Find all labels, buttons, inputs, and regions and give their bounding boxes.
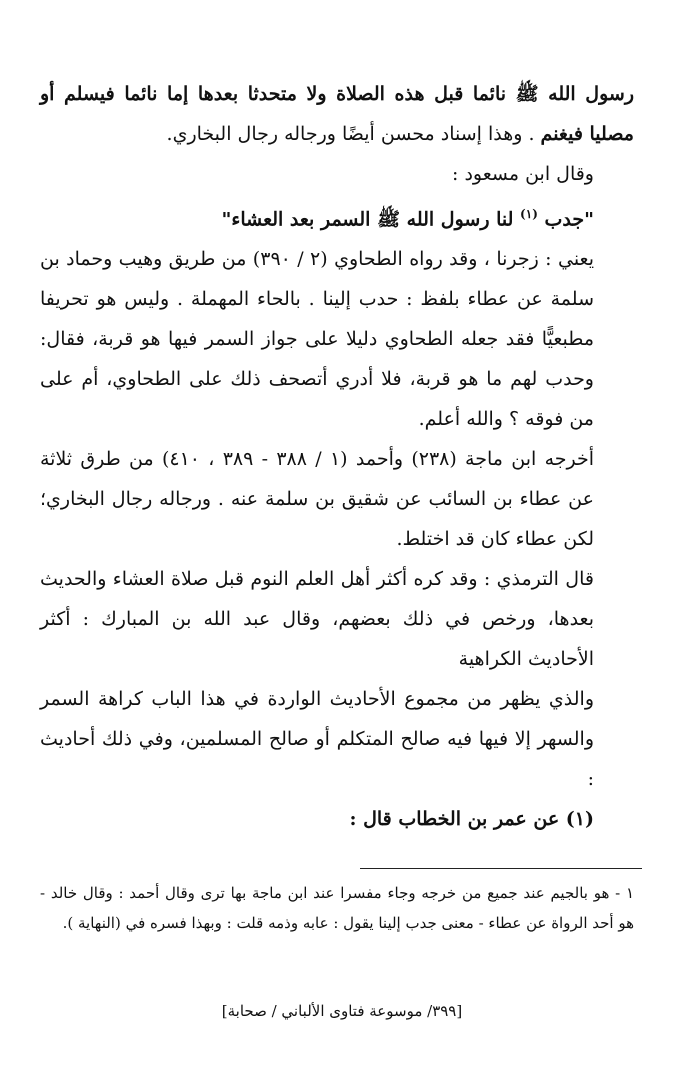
paragraph-5: أخرجه ابن ماجة (٢٣٨) وأحمد (١ / ٣٨٨ - ٣٨٩ ، ٤١٠) من طرق ثلاثة عن عطاء بن السائب عن شقيق بن سلمة عنه . ورجاله رجال البخاري؛ لكن عطاء كان قد اختلط.: [40, 448, 595, 551]
paragraph-8: (١) عن عمر بن الخطاب قال :: [349, 808, 594, 831]
footnote-divider: [360, 868, 642, 869]
paragraph-4: يعني : زجرنا ، وقد رواه الطحاوي (٢ / ٣٩٠) من طريق وهيب وحماد بن سلمة عن عطاء بلفظ : حدب إلينا . بالحاء المهملة . وليس هو تحريفا مطبعيًّا فقد جعله الطحاوي دليلا على جواز السمر فيها هو قربة، فقال: وحدب لهم ما هو قربة، فلا أدري أتصحف ذلك على الطحاوي، أم على من فوقه ؟ والله أعلم.: [40, 248, 595, 431]
main-text: [40, 74, 634, 839]
paragraph-3: [40, 194, 634, 239]
isnad-note: . وهذا إسناد محسن أيضًا ورجاله رجال البخاري.: [166, 123, 541, 145]
hadith-quote-start: "جدب: [537, 208, 594, 231]
footnote-text: ١ - هو بالجيم عند جميع من خرجه وجاء مفسرا عند ابن ماجة بها ترى وقال أحمد : وقال خالد - هو أحد الرواة عن عطاء - معنى جدب إلينا يقول : عابه وذمه قلت : وبهذا فسره في (النهاية ).: [40, 884, 634, 932]
hadith-quote-end: لنا رسول الله ﷺ السمر بعد العشاء": [221, 208, 521, 231]
hadith-text: رسول الله ﷺ نائما قبل هذه الصلاة ولا متحدثا بعدها إما نائما فيسلم أو مصليا فيغنم: [40, 83, 634, 145]
page-footer: [٣٩٩/ موسوعة فتاوى الألباني / صحابة]: [221, 1002, 463, 1020]
footnote-ref[interactable]: (١): [520, 207, 538, 221]
paragraph-2: وقال ابن مسعود :: [452, 163, 594, 185]
paragraph-1: [40, 74, 634, 154]
paragraph-6: قال الترمذي : وقد كره أكثر أهل العلم النوم قبل صلاة العشاء والحديث بعدها، ورخص في ذلك بعضهم، وقال عبد الله بن المبارك : أكثر الأحاديث الكراهية: [40, 568, 594, 671]
paragraph-7: والذي يظهر من مجموع الأحاديث الواردة في هذا الباب كراهة السمر والسهر إلا فيها فيه صالح المتكلم أو صالح المسلمين، وفي ذلك أحاديث :: [40, 688, 594, 791]
